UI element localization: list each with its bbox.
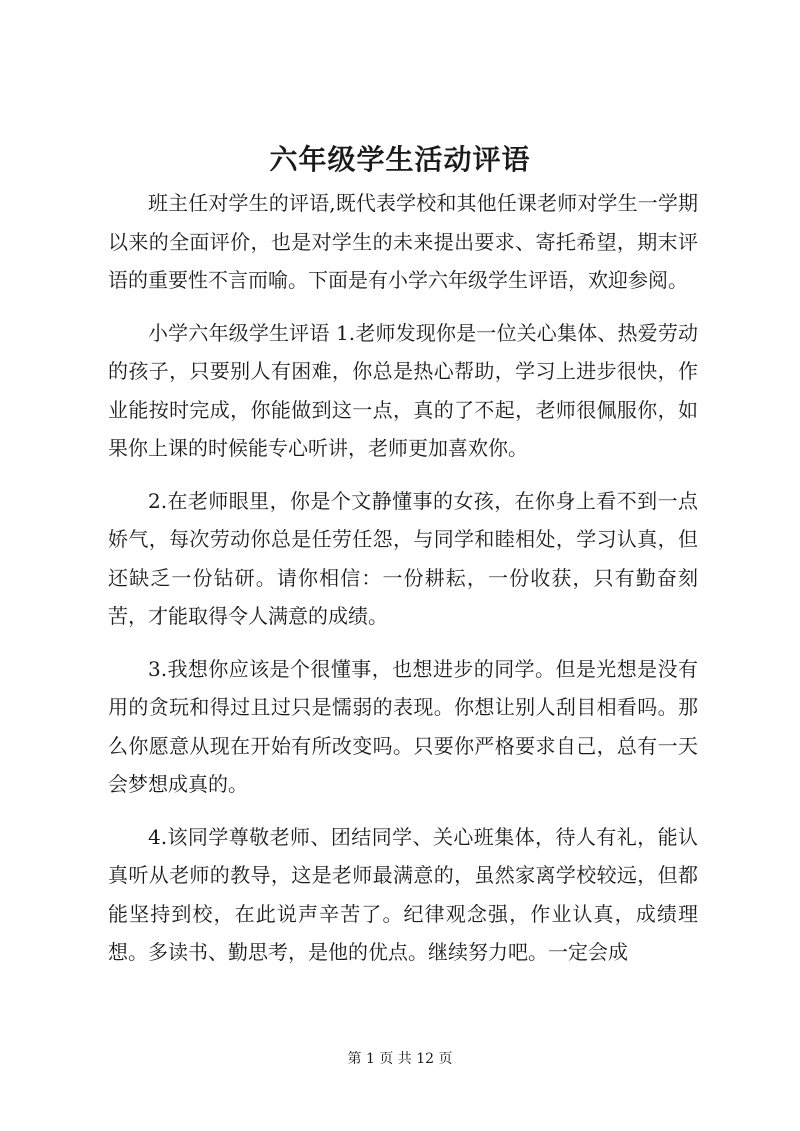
- document-title: 六年级学生活动评语: [269, 143, 531, 176]
- paragraph-comment-2: 2.在老师眼里，你是个文静懂事的女孩，在你身上看不到一点娇气，每次劳动你总是任劳任怨，与同学和睦相处，学习认真，但还缺乏一份钻研。请你相信：一份耕耘，一份收获，只有勤奋刻苦，才能取得令人满意的成绩。: [108, 488, 698, 628]
- paragraph-comment-3: 3.我想你应该是个很懂事，也想进步的同学。但是光想是没有用的贪玩和得过且过只是懦弱的表现。你想让别人刮目相看吗。那么你愿意从现在开始有所改变吗。只要你严格要求自己，总有一天会梦想成真的。: [108, 656, 698, 796]
- page-footer: 第 1 页 共 12 页: [347, 1051, 453, 1067]
- paragraph-comment-4: 4.该同学尊敬老师、团结同学、关心班集体，待人有礼，能认真听从老师的教导，这是老师最满意的，虽然家离学校较远，但都能坚持到校，在此说声辛苦了。纪律观念强，作业认真，成绩理想。多读书、勤思考，是他的优点。继续努力吧。一定会成: [108, 824, 698, 964]
- document-body: [108, 184, 698, 986]
- paragraph-comment-1: 小学六年级学生评语 1.老师发现你是一位关心集体、热爱劳动的孩子，只要别人有困难，你总是热心帮助，学习上进步很快，作业能按时完成，你能做到这一点，真的了不起，老师很佩服你，如果你上课的时候能专心听讲，老师更加喜欢你。: [108, 320, 698, 460]
- paragraph-intro: 班主任对学生的评语,既代表学校和其他任课老师对学生一学期以来的全面评价，也是对学生的未来提出要求、寄托希望，期末评语的重要性不言而喻。下面是有小学六年级学生评语，欢迎参阅。: [108, 191, 698, 292]
